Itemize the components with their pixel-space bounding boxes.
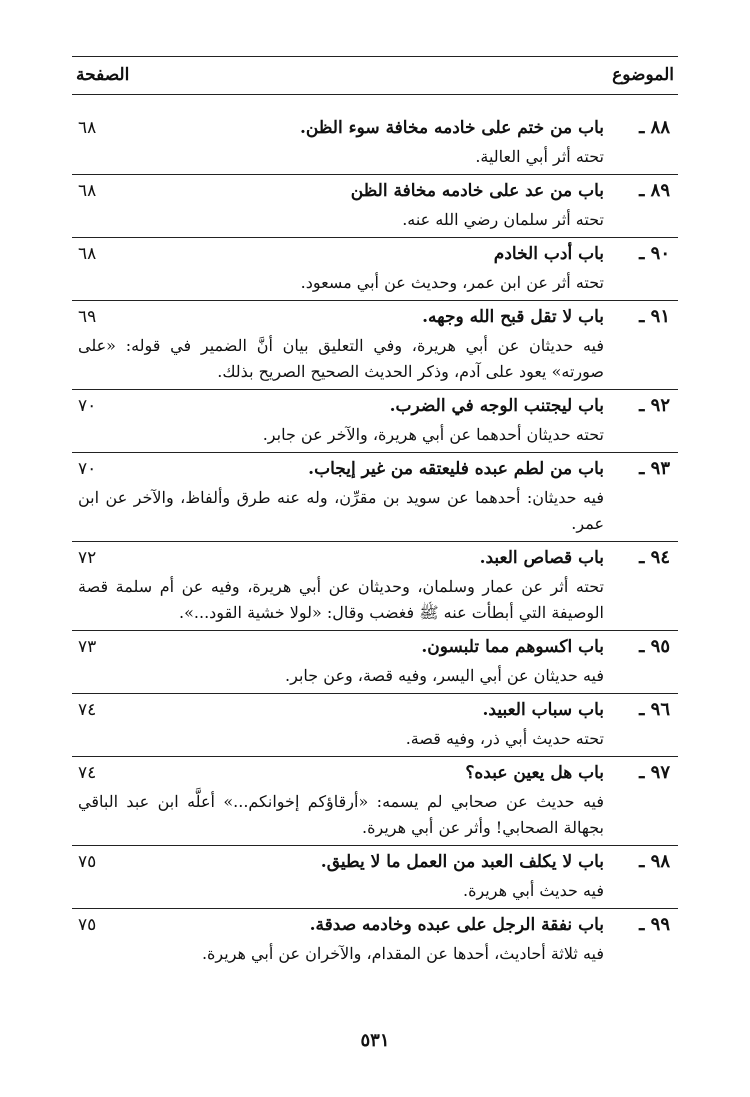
entry-description: تحته أثر عن عمار وسلمان، وحديثان عن أبي هريرة، وفيه عن أم سلمة قصة الوصيفة التي أبطأت عنه ﷺ فغضب وقال: «لولا خشية القود...».	[78, 577, 604, 622]
header-topic-label: الموضوع	[612, 65, 674, 85]
entry-description: فيه ثلاثة أحاديث، أحدها عن المقدام، والآخران عن أبي هريرة.	[201, 944, 604, 963]
toc-entry	[72, 908, 678, 969]
toc-entry	[72, 300, 678, 387]
entry-title: باب نفقة الرجل على عبده وخادمه صدقة.	[309, 915, 604, 935]
entry-number: ٩٨ ـ	[639, 851, 670, 872]
entry-page: ٧٤	[78, 763, 97, 783]
toc-entry	[72, 845, 678, 906]
toc-entry	[72, 756, 678, 843]
entry-description: تحته أثر عن ابن عمر، وحديث عن أبي مسعود.	[300, 273, 604, 292]
entry-description: فيه حديث عن صحابي لم يسمه: «أرقاؤكم إخوانكم...» أعلَّه ابن عبد الباقي بجهالة الصحابي! وأثر عن أبي هريرة.	[78, 792, 604, 837]
entry-title: باب هل يعين عبده؟	[465, 763, 604, 783]
toc-header	[72, 52, 678, 96]
entry-title-row	[72, 238, 678, 270]
entry-number: ٩٣ ـ	[639, 458, 670, 479]
entry-title-row	[72, 542, 678, 574]
entry-title-row	[72, 175, 678, 207]
entry-title: باب سباب العبيد.	[482, 700, 604, 720]
entry-title-row	[72, 631, 678, 663]
entry-title-row	[72, 390, 678, 422]
entry-page: ٦٨	[78, 244, 97, 264]
entry-title-row	[72, 694, 678, 726]
entry-page: ٧٥	[78, 852, 97, 872]
entry-title: باب من ختم على خادمه مخافة سوء الظن.	[300, 118, 604, 138]
entry-title: باب ليجتنب الوجه في الضرب.	[389, 396, 604, 416]
entry-page: ٦٩	[78, 307, 97, 327]
entry-number: ٩١ ـ	[639, 306, 670, 327]
entry-description: تحته أثر سلمان رضي الله عنه.	[402, 210, 604, 229]
header-top-rule	[72, 56, 678, 57]
entry-description: فيه حديث أبي هريرة.	[462, 881, 604, 900]
entry-number: ٩٩ ـ	[639, 914, 670, 935]
entry-description: تحته أثر أبي العالية.	[475, 147, 604, 166]
entry-title: باب لا تقل قبح الله وجهه.	[422, 307, 604, 327]
entry-page: ٧٢	[78, 548, 97, 568]
entry-number: ٩٤ ـ	[639, 547, 670, 568]
entry-title: باب من لطم عبده فليعتقه من غير إيجاب.	[308, 459, 604, 479]
entry-description: تحته حديثان أحدهما عن أبي هريرة، والآخر عن جابر.	[262, 425, 604, 444]
header-page-label: الصفحة	[76, 65, 130, 85]
entry-number: ٩٠ ـ	[639, 243, 670, 264]
entry-page: ٧٠	[78, 396, 97, 416]
entry-title-row	[72, 909, 678, 941]
toc-entry	[72, 541, 678, 628]
entry-title: باب أدب الخادم	[493, 244, 604, 264]
entry-description: تحته حديث أبي ذر، وفيه قصة.	[405, 729, 604, 748]
entry-description: فيه حديثان عن أبي اليسر، وفيه قصة، وعن جابر.	[285, 666, 604, 685]
entry-title: باب اكسوهم مما تلبسون.	[421, 637, 604, 657]
entry-number: ٩٥ ـ	[639, 636, 670, 657]
toc-entry	[72, 630, 678, 691]
toc-entry	[72, 693, 678, 754]
entry-page: ٦٨	[78, 181, 97, 201]
entry-title-row	[72, 846, 678, 878]
entry-page: ٧٤	[78, 700, 97, 720]
header-bottom-rule	[72, 94, 678, 95]
entry-number: ٩٦ ـ	[639, 699, 670, 720]
toc-entry	[72, 452, 678, 539]
entry-page: ٧٠	[78, 459, 97, 479]
page-number: ٥٣١	[360, 1030, 390, 1051]
entry-number: ٩٢ ـ	[639, 395, 670, 416]
entry-title: باب قصاص العبد.	[479, 548, 604, 568]
toc-entries	[72, 112, 678, 969]
entry-number: ٨٩ ـ	[639, 180, 670, 201]
toc-entry	[72, 389, 678, 450]
entry-title-row	[72, 453, 678, 485]
entry-description: فيه حديثان: أحدهما عن سويد بن مقرِّن، وله عنه طرق وألفاظ، والآخر عن ابن عمر.	[78, 488, 604, 533]
entry-title-row	[72, 301, 678, 333]
toc-entry	[72, 112, 678, 172]
toc-entry	[72, 237, 678, 298]
entry-title: باب لا يكلف العبد من العمل ما لا يطيق.	[320, 852, 604, 872]
toc-entry	[72, 174, 678, 235]
entry-description: فيه حديثان عن أبي هريرة، وفي التعليق بيان أنَّ الضمير في قوله: «على صورته» يعود على آدم، وذكر الحديث الصحيح الصريح بذلك.	[78, 336, 604, 381]
entry-number: ٨٨ ـ	[639, 117, 670, 138]
entry-page: ٧٣	[78, 637, 97, 657]
entry-page: ٦٨	[78, 118, 97, 138]
entry-page: ٧٥	[78, 915, 97, 935]
entry-number: ٩٧ ـ	[639, 762, 670, 783]
entry-title: باب من عد على خادمه مخافة الظن	[350, 181, 604, 201]
entry-title-row	[72, 757, 678, 789]
entry-title-row	[72, 112, 678, 144]
